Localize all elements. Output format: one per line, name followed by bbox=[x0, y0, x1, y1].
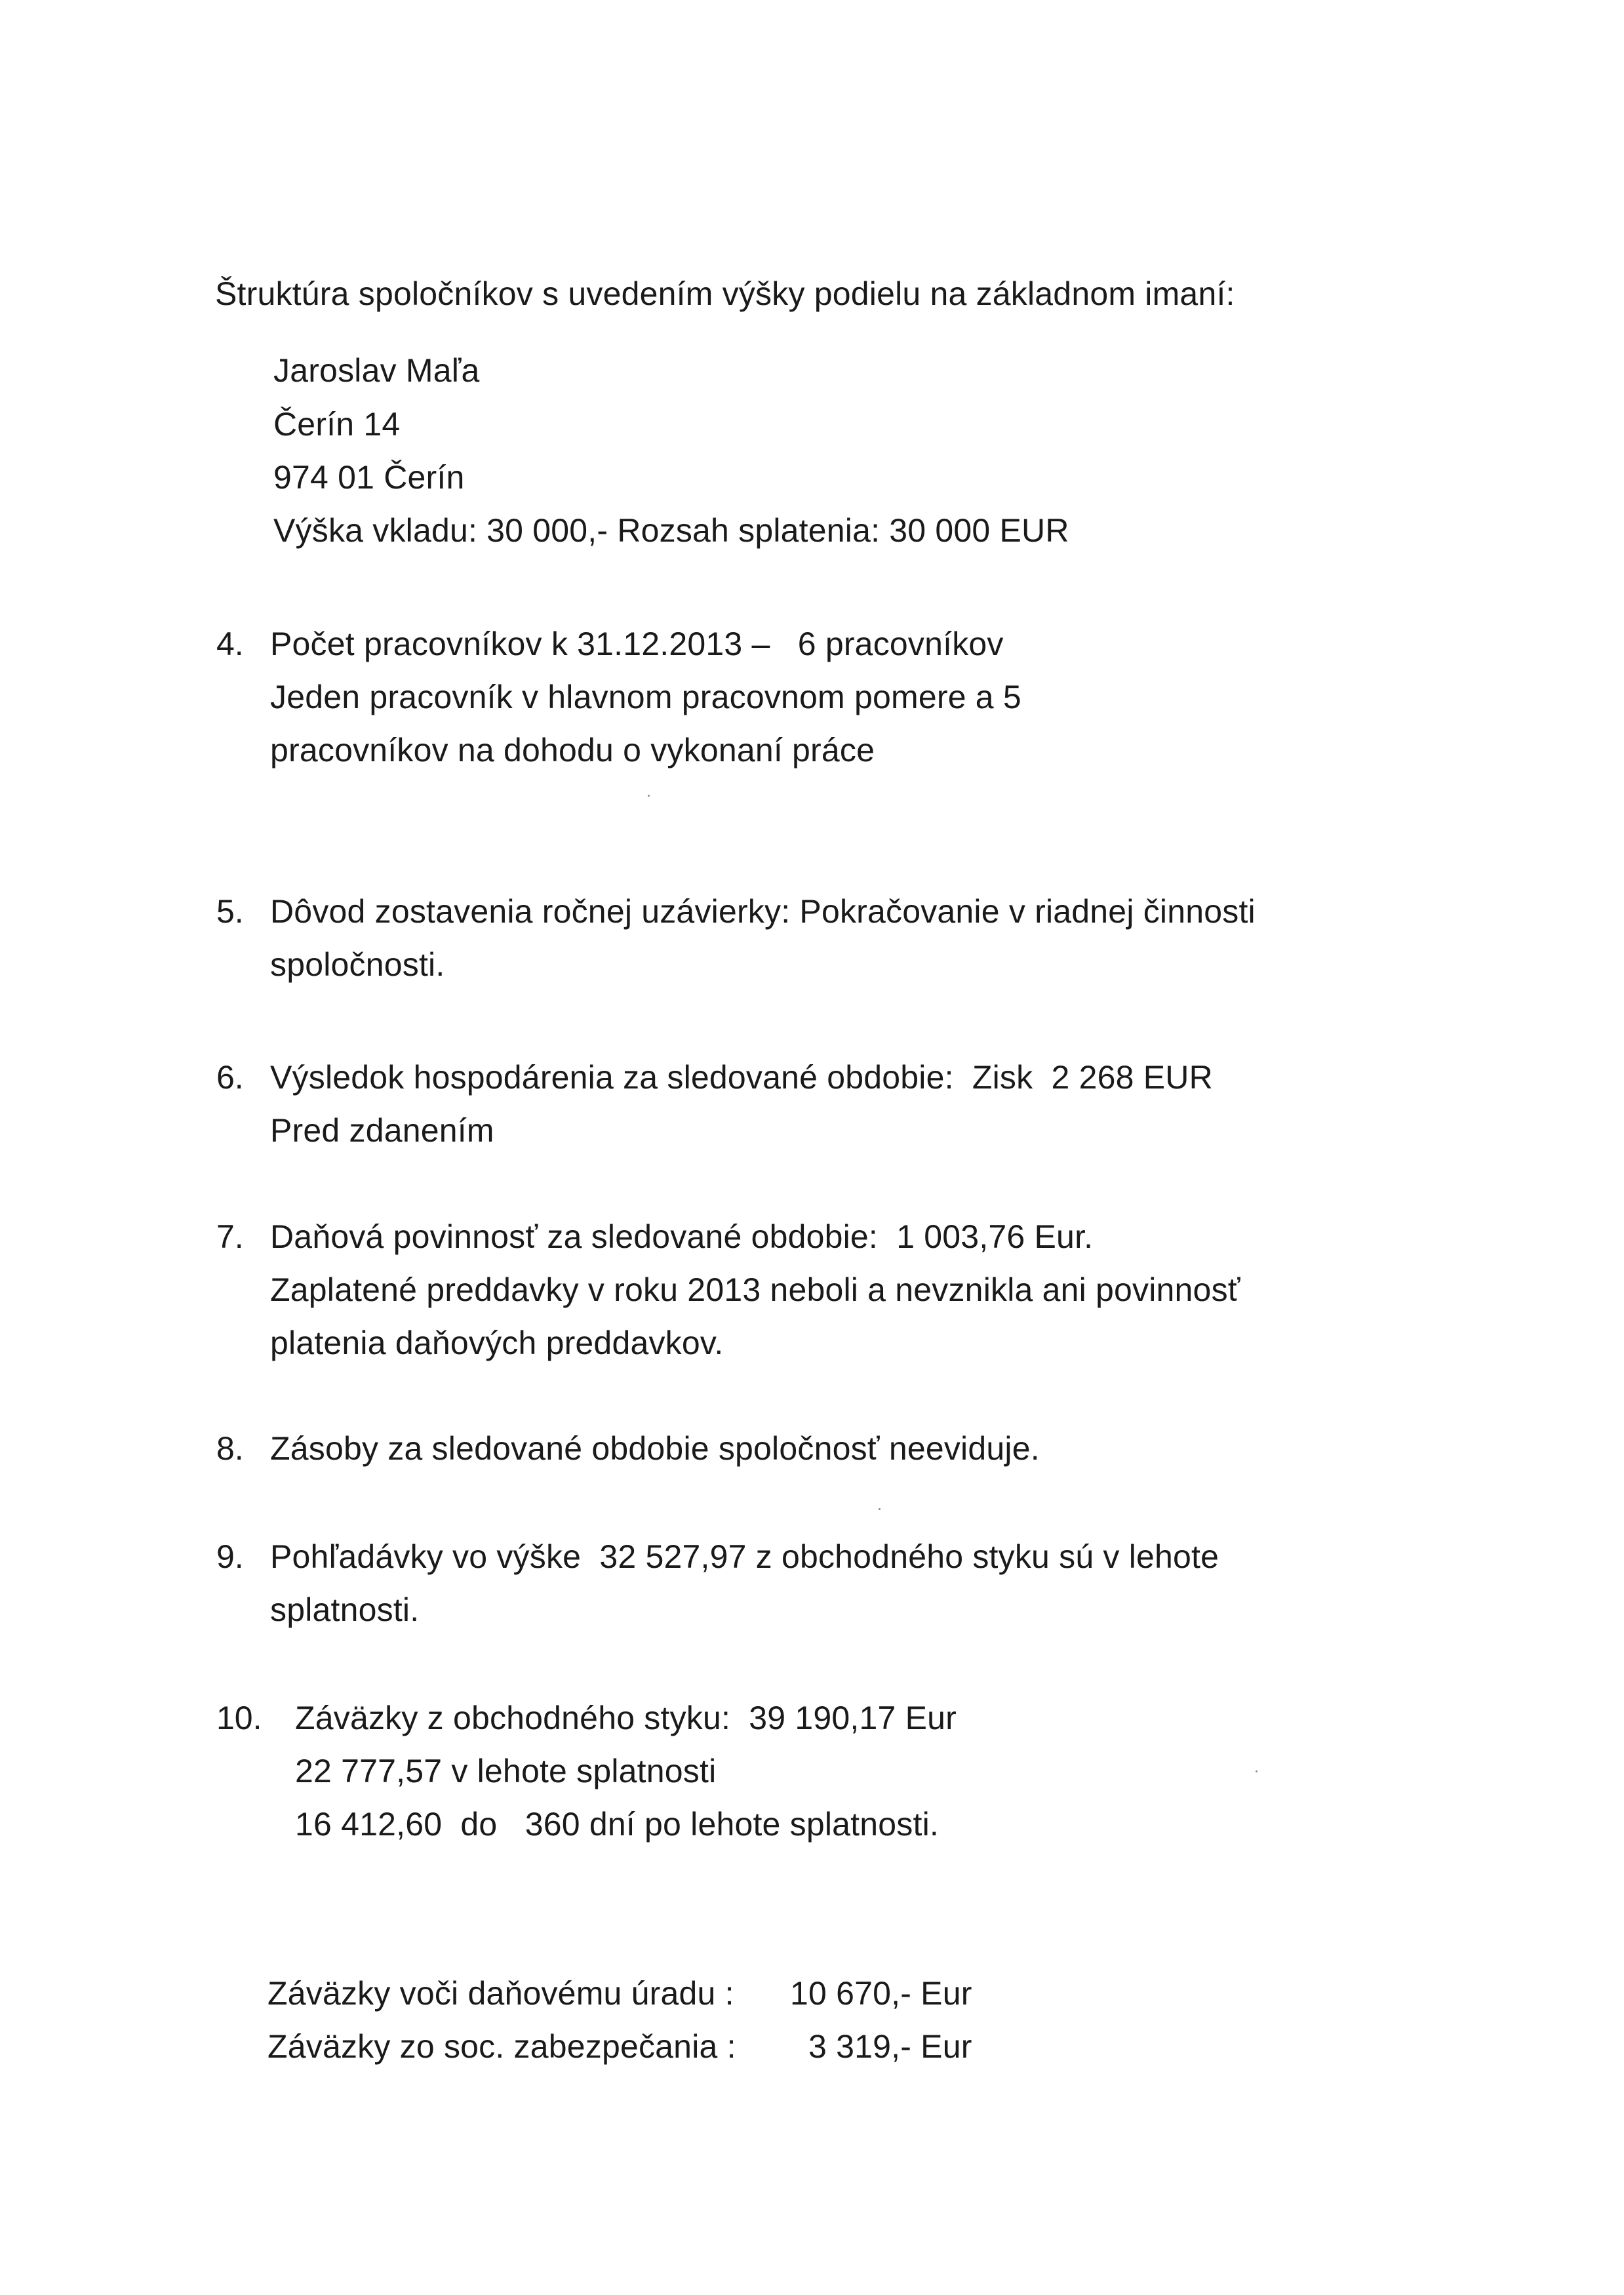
liability-label: Záväzky voči daňovému úradu : bbox=[267, 1975, 734, 2012]
item-number: 5. bbox=[216, 893, 244, 930]
item-line: Daňová povinnosť za sledované obdobie: 1 003,76 Eur. bbox=[270, 1218, 1094, 1255]
item-line: Dôvod zostavenia ročnej uzávierky: Pokračovanie v riadnej činnosti bbox=[270, 893, 1256, 930]
partner-city: 974 01 Čerín bbox=[273, 459, 465, 496]
item-line: spoločnosti. bbox=[270, 946, 445, 983]
item-line: Záväzky z obchodného styku: 39 190,17 Eur bbox=[295, 1700, 957, 1736]
item-line: 16 412,60 do 360 dní po lehote splatnosti. bbox=[295, 1806, 939, 1843]
scan-speck bbox=[648, 795, 650, 797]
partner-contribution: Výška vkladu: 30 000,- Rozsah splatenia: 30 000 EUR bbox=[273, 512, 1069, 549]
partner-name: Jaroslav Maľa bbox=[273, 352, 480, 389]
liability-amount: 3 319,- Eur bbox=[808, 2028, 972, 2065]
item-line: Pred zdanením bbox=[270, 1112, 494, 1149]
item-number: 7. bbox=[216, 1218, 244, 1255]
item-line: platenia daňových preddavkov. bbox=[270, 1325, 724, 1361]
liability-label: Záväzky zo soc. zabezpečania : bbox=[267, 2028, 736, 2065]
structure-heading: Štruktúra spoločníkov s uvedením výšky podielu na základnom imaní: bbox=[215, 275, 1235, 312]
item-line: Zaplatené preddavky v roku 2013 neboli a nevznikla ani povinnosť bbox=[270, 1271, 1240, 1308]
liability-amount: 10 670,- Eur bbox=[790, 1975, 972, 2012]
item-line: pracovníkov na dohodu o vykonaní práce bbox=[270, 732, 875, 768]
item-number: 9. bbox=[216, 1538, 244, 1575]
item-number: 10. bbox=[216, 1700, 262, 1736]
item-line: 22 777,57 v lehote splatnosti bbox=[295, 1753, 717, 1789]
item-number: 6. bbox=[216, 1059, 244, 1096]
item-line: Počet pracovníkov k 31.12.2013 – 6 pracovníkov bbox=[270, 626, 1004, 662]
item-line: Výsledok hospodárenia za sledované obdobie: Zisk 2 268 EUR bbox=[270, 1059, 1213, 1096]
item-line: Pohľadávky vo výške 32 527,97 z obchodného styku sú v lehote bbox=[270, 1538, 1219, 1575]
item-number: 8. bbox=[216, 1430, 244, 1467]
item-number: 4. bbox=[216, 626, 244, 662]
item-line: splatnosti. bbox=[270, 1591, 420, 1628]
scan-speck bbox=[879, 1508, 881, 1510]
item-line: Zásoby za sledované obdobie spoločnosť neeviduje. bbox=[270, 1430, 1040, 1467]
scan-speck bbox=[1256, 1770, 1258, 1772]
partner-street: Čerín 14 bbox=[273, 406, 401, 443]
item-line: Jeden pracovník v hlavnom pracovnom pomere a 5 bbox=[270, 679, 1021, 715]
